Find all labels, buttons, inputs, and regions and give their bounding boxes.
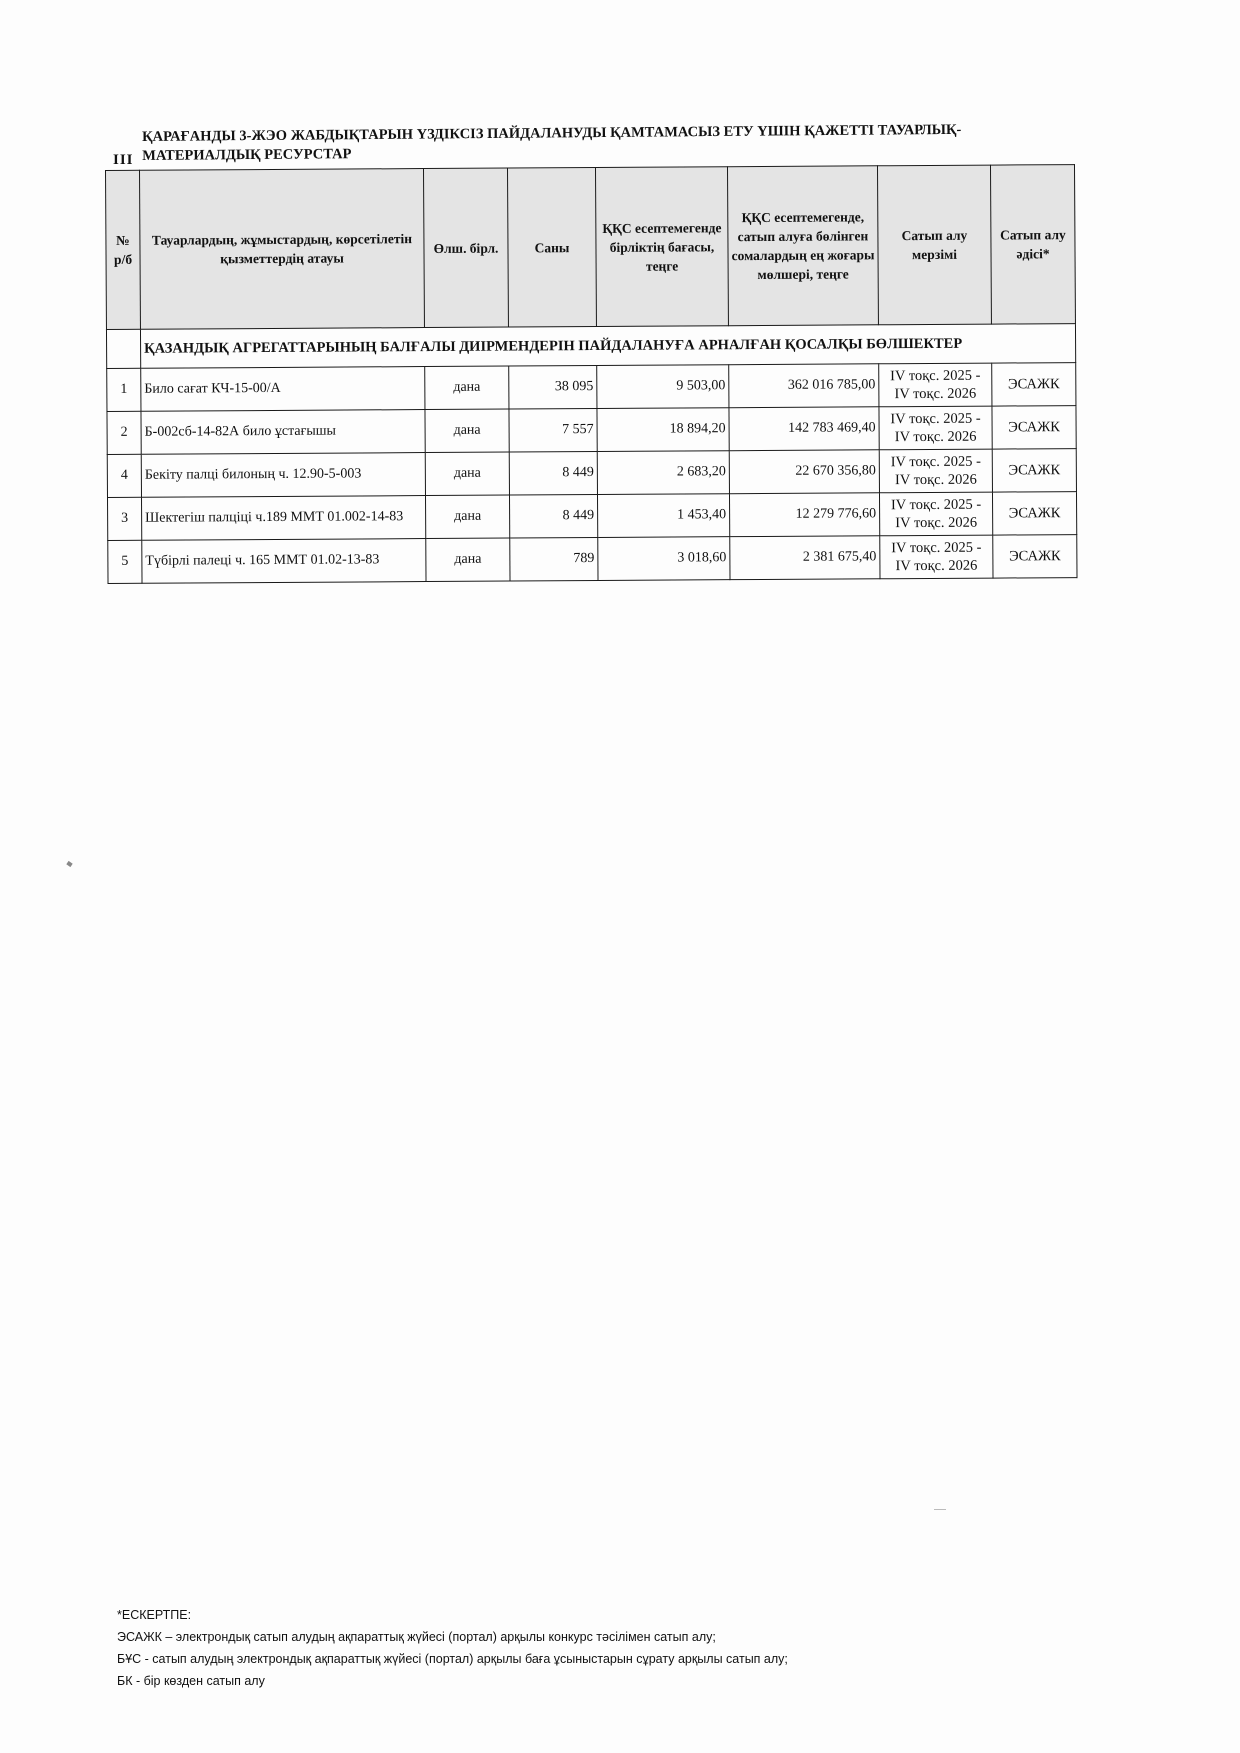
row-num: 2 <box>107 411 141 454</box>
row-price: 1 453,40 <box>597 494 729 538</box>
row-qty: 8 449 <box>509 494 597 538</box>
header-method: Сатып алу әдісі* <box>990 165 1075 325</box>
row-method: ЭСАЖК <box>992 406 1076 450</box>
group-empty-cell <box>106 329 140 368</box>
section-number: III <box>113 152 134 168</box>
group-title: ҚАЗАНДЫҚ АГРЕГАТТАРЫНЫҢ БАЛҒАЛЫ ДИІРМЕНДЕРІН ПАЙДАЛАНУҒА АРНАЛҒАН ҚОСАЛҚЫ БӨЛШЕКТЕР <box>140 324 1075 369</box>
row-method: ЭСАЖК <box>993 535 1077 579</box>
row-method: ЭСАЖК <box>992 492 1076 536</box>
row-price: 2 683,20 <box>597 451 729 495</box>
notes-heading: *ЕСКЕРТПЕ: <box>117 1608 192 1622</box>
row-unit: дана <box>425 409 509 453</box>
row-name: Било сағат КЧ-15-00/А <box>141 367 425 412</box>
row-price: 9 503,00 <box>597 365 729 409</box>
table-header-row <box>106 165 1076 330</box>
row-unit: дана <box>425 495 509 539</box>
row-unit: дана <box>425 452 509 496</box>
row-name: Түбірлі палеці ч. 165 ММТ 01.02-13-83 <box>142 539 426 584</box>
row-total: 12 279 776,60 <box>729 493 879 537</box>
header-total: ҚҚС есептемегенде, сатып алуға бөлінген сомалардың ең жоғары мөлшері, теңге <box>727 166 878 326</box>
row-price: 3 018,60 <box>598 537 730 581</box>
note-line: ЭСАЖК – электрондық сатып алудың ақпараттық жүйесі (портал) арқылы конкурс тәсілімен сатып алу; <box>117 1630 716 1644</box>
group-row <box>106 324 1075 369</box>
row-qty: 38 095 <box>509 366 597 410</box>
row-price: 18 894,20 <box>597 408 729 452</box>
header-price: ҚҚС есептемегенде бірліктің бағасы, теңге <box>595 167 728 327</box>
table-row <box>108 535 1077 584</box>
row-total: 2 381 675,40 <box>730 536 880 580</box>
row-qty: 8 449 <box>509 451 597 495</box>
row-num: 4 <box>107 454 141 497</box>
row-method: ЭСАЖК <box>992 363 1076 407</box>
table-row <box>107 449 1076 498</box>
row-qty: 7 557 <box>509 408 597 452</box>
row-unit: дана <box>426 538 510 582</box>
note-line: БҰС - сатып алудың электрондық ақпараттық жүйесі (портал) арқылы баға ұсыныстарын сұрату арқылы сатып алу; <box>117 1652 788 1666</box>
header-unit: Өлш. бірл. <box>423 168 508 328</box>
header-qty: Саны <box>507 168 596 328</box>
scan-speck <box>934 1509 946 1510</box>
table-row <box>107 406 1076 455</box>
row-num: 3 <box>108 497 142 540</box>
row-name: Бекіту палці билоның ч. 12.90-5-003 <box>141 453 425 498</box>
note-line: БК - бір көзден сатып алу <box>117 1674 265 1688</box>
table-row <box>108 492 1077 541</box>
scan-speck <box>66 861 72 867</box>
table-row <box>107 363 1076 412</box>
row-period: IV тоқс. 2025 - IV тоқс. 2026 <box>879 406 992 450</box>
row-period: IV тоқс. 2025 - IV тоқс. 2026 <box>880 535 993 579</box>
header-period: Сатып алу мерзімі <box>877 165 991 325</box>
row-period: IV тоқс. 2025 - IV тоқс. 2026 <box>879 449 992 493</box>
row-qty: 789 <box>510 537 598 581</box>
row-num: 5 <box>108 540 142 583</box>
row-total: 22 670 356,80 <box>729 450 879 494</box>
procurement-table <box>105 164 1078 584</box>
header-num: № р/б <box>106 170 141 329</box>
section-title: ҚАРАҒАНДЫ 3-ЖЭО ЖАБДЫҚТАРЫН ҮЗДІКСІЗ ПАЙДАЛАНУДЫ ҚАМТАМАСЫЗ ЕТУ ҮШІН ҚАЖЕТТІ ТАУАРЛЫҚ-МАТЕРИАЛДЫҚ РЕСУРСТАР <box>142 121 962 164</box>
row-period: IV тоқс. 2025 - IV тоқс. 2026 <box>879 492 992 536</box>
header-name: Тауарлардың, жұмыстардың, көрсетілетін қызметтердің атауы <box>140 169 425 330</box>
row-name: Б-002сб-14-82А било ұстағышы <box>141 410 425 455</box>
row-unit: дана <box>425 366 509 410</box>
row-total: 142 783 469,40 <box>729 407 879 451</box>
row-period: IV тоқс. 2025 - IV тоқс. 2026 <box>879 363 992 407</box>
row-num: 1 <box>107 368 141 411</box>
row-name: Шектегіш палціці ч.189 ММТ 01.002-14-83 <box>141 496 425 541</box>
row-total: 362 016 785,00 <box>729 364 879 408</box>
row-method: ЭСАЖК <box>992 449 1076 493</box>
notes-block <box>117 1604 788 1692</box>
